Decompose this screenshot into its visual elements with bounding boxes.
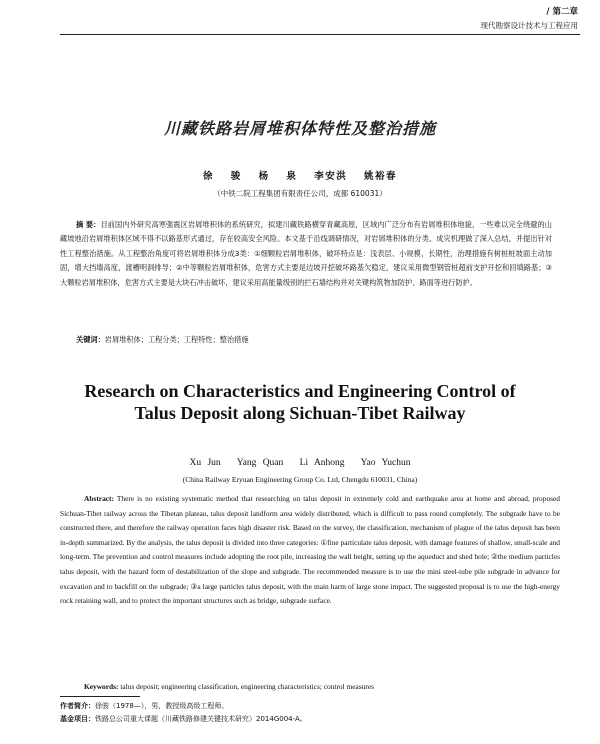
en-author: Xu Jun xyxy=(189,458,221,468)
en-title xyxy=(0,380,600,424)
en-author: Li Anhong xyxy=(299,458,345,468)
footnote-rule xyxy=(60,696,140,697)
cn-keywords-label: 关键词： xyxy=(76,335,105,344)
footnote-fund xyxy=(60,713,560,726)
footnote-fund-label: 基金项目： xyxy=(60,715,95,723)
cn-keywords-text: 岩屑堆积体；工程分类；工程特性；整治措施 xyxy=(104,335,249,344)
cn-abstract-label: 摘 要： xyxy=(76,220,101,229)
en-title-line: Research on Characteristics and Engineering Control of xyxy=(84,381,516,401)
cn-abstract xyxy=(60,218,552,290)
en-author: Yao Yuchun xyxy=(360,458,411,468)
cn-affiliation: （中铁二院工程集团有限责任公司，成都 610031） xyxy=(213,189,387,198)
footnote-author-label: 作者简介： xyxy=(60,702,95,710)
cn-title: 川藏铁路岩屑堆积体特性及整治措施 xyxy=(163,119,436,138)
footnote-author-text: 徐骏（1978—），男，教授级高级工程师。 xyxy=(95,702,229,710)
cn-abstract-text: 目前国内外研究高寒强震区岩屑堆积体的系统研究，拟建川藏铁路横穿青藏高原，区域内广泛分布有岩屑堆积体地貌，一些难以完全绕避的山藏坡地沿岩屑堆积体区域不得不以路基形式通过，存在较高安全风险。本文基于沿线调研情况，对岩屑堆积体的分类、成灾机理做了深入总结，并提出针对性工程整治措施。从工程整治角度可将岩屑堆积体分成3类：①细颗粒岩屑堆积体，破坏特点是：浅表层、小规模、长期性，治理措施有树桩桩坡面主动加固，增大挡墙高度，渡槽明洞排导；②中等颗粒岩屑堆积体，危害方式主要是边坡开挖破坏路基欠稳定，建议采用微型钢管桩超前支护开挖和回填路基；③大颗粒岩屑堆积体，危害方式主要是大块石冲击破坏，建议采用高能量级别的拦石墙结构并对关键构筑物加防护、路面等进行防护。 xyxy=(60,220,552,287)
en-abstract-text: There is no existing systematic method that researching on talus deposit in extremely cold and earthquake area at home and abroad, proposed Sichuan-Tibet railway across the Tibetan plateau, talus deposit landform area widely distributed, which is difficult to pass round completely. The subgrade have to be constructed there, and therefore the railway operation faces high disaster risk. Based on the survey, the classification, mechanism of plague of the talus deposit has been in-depth summarized. By the analysis, the talus deposit is divided into three categories: ①fine particulate talus deposit, with damage features of shallow, small-scale and long-term. The prevention and control measures include adopting the root pile, increasing the wall height, setting up the aqueduct and shed hole; ②the medium particles talus deposit, with the hazard form of destabilization of the slope and subgrade. The recommended measure is to use the mini steel-tube pile subgrade in advance for excavation and to backfill on the subgrade; ③a large particles talus deposit, with the main harm of large stone impact. The suggested proposal is to use the high-energy rock retaining wall, and to protect the important structures such as bridge, subgrade surface. xyxy=(60,494,560,606)
footnote-fund-text: 铁路总公司重大课题（川藏铁路修建关键技术研究）2014G004-A。 xyxy=(95,715,307,723)
en-title-line: Talus Deposit along Sichuan-Tibet Railway xyxy=(134,403,466,423)
chapter-label: / 第二章 xyxy=(546,7,578,17)
cn-author: 徐 骏 xyxy=(202,171,242,182)
cn-authors xyxy=(0,168,600,182)
running-head xyxy=(481,6,579,32)
en-keywords-text: talus deposit; engineering classification, engineering characteristics; control measures xyxy=(120,682,375,691)
footnotes xyxy=(60,700,560,726)
cn-keywords xyxy=(60,335,552,345)
en-authors xyxy=(0,458,600,468)
en-keywords-label: Keywords: xyxy=(84,682,119,691)
book-title: 现代勘察设计技术与工程应用 xyxy=(480,21,578,30)
footnote-author xyxy=(60,700,560,713)
en-abstract-label: Abstract: xyxy=(84,494,114,503)
cn-author: 姚裕春 xyxy=(364,171,398,182)
header-rule xyxy=(60,34,580,35)
en-keywords xyxy=(60,682,560,691)
cn-author: 杨 泉 xyxy=(258,171,298,182)
en-author: Yang Quan xyxy=(236,458,284,468)
cn-author: 李安洪 xyxy=(314,171,348,182)
en-affiliation: (China Railway Eryuan Engineering Group Co. Ltd, Chengdu 610031, China) xyxy=(182,475,418,484)
en-abstract xyxy=(60,492,560,609)
